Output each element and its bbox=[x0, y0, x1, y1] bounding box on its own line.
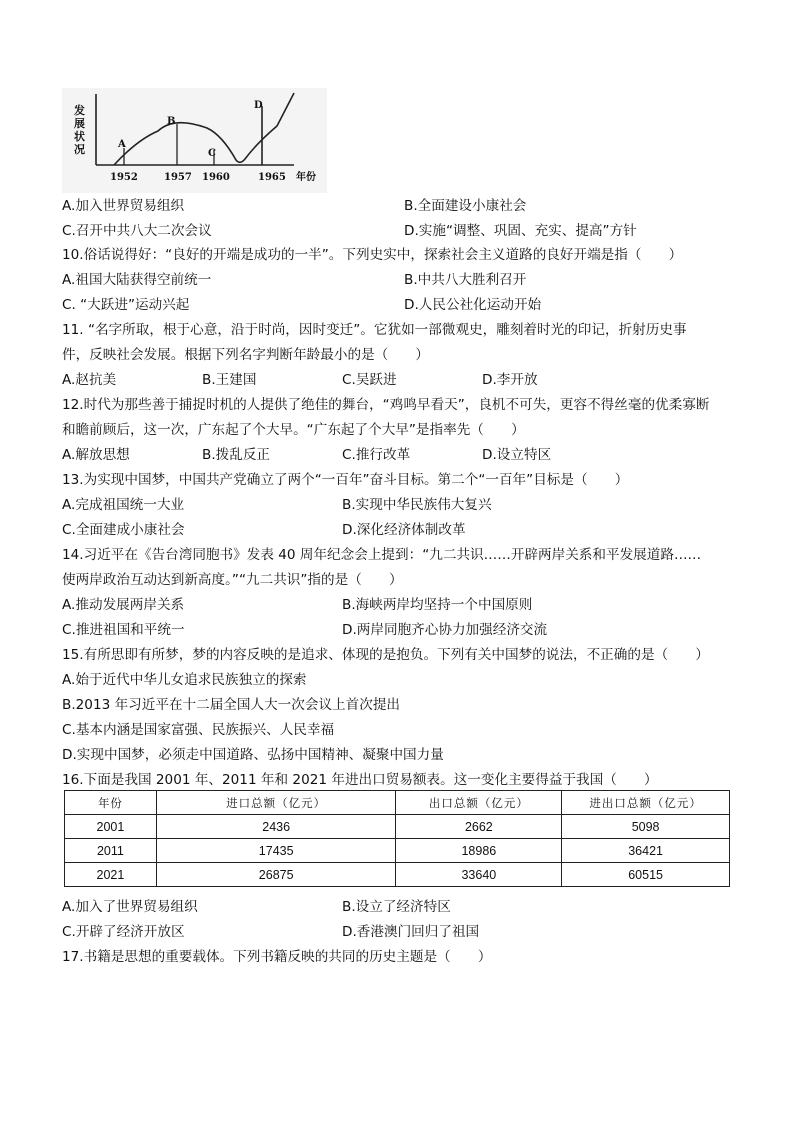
table-row bbox=[65, 815, 730, 839]
year-tick-1957: 1957 bbox=[164, 172, 192, 183]
cell-total: 36421 bbox=[562, 839, 730, 863]
q9-option-d[interactable]: D.实施“调整、巩固、充实、提高”方针 bbox=[404, 223, 637, 239]
q12-stem-line-1: 12.时代为那些善于捕捉时机的人提供了绝佳的舞台，“鸡鸣早看天”，良机不可失，更容不得丝毫的优柔寡断 bbox=[62, 397, 710, 413]
q13-option-b[interactable]: B.实现中华民族伟大复兴 bbox=[342, 497, 492, 513]
q9-option-c[interactable]: C.召开中共八大二次会议 bbox=[62, 223, 212, 239]
q13-option-d[interactable]: D.深化经济体制改革 bbox=[342, 522, 466, 538]
q10-option-c[interactable]: C. “大跃进”运动兴起 bbox=[62, 297, 190, 313]
q15-stem: 15.有所思即有所梦，梦的内容反映的是追求、体现的是抱负。下列有关中国梦的说法，不正确的是（ ） bbox=[62, 647, 709, 663]
q9-option-b[interactable]: B.全面建设小康社会 bbox=[404, 198, 527, 214]
cell-import: 2436 bbox=[156, 815, 396, 839]
q12-option-c[interactable]: C.推行改革 bbox=[342, 447, 411, 463]
q10-option-a[interactable]: A.祖国大陆获得空前统一 bbox=[62, 272, 212, 288]
year-tick-1952: 1952 bbox=[110, 172, 138, 183]
figure-background bbox=[62, 88, 327, 193]
cell-export: 18986 bbox=[396, 839, 562, 863]
q11-option-b[interactable]: B.王建国 bbox=[202, 372, 257, 388]
q16-options-row-2 bbox=[62, 923, 742, 941]
y-label-char-4: 况 bbox=[74, 143, 85, 156]
point-d-label: D bbox=[254, 100, 263, 111]
q17-stem: 17.书籍是思想的重要载体。下列书籍反映的共同的历史主题是（ ） bbox=[62, 949, 492, 965]
q10-option-d[interactable]: D.人民公社化运动开始 bbox=[404, 297, 542, 313]
point-a-label: A bbox=[118, 139, 126, 150]
q12-option-b[interactable]: B.拨乱反正 bbox=[202, 447, 271, 463]
q16-option-a[interactable]: A.加入了世界贸易组织 bbox=[62, 899, 198, 915]
q11-stem-line-1: 11. “名字所取，根于心意，沿于时尚，因时变迁”。它犹如一部微观史，雕刻着时光的印记，折射历史事 bbox=[62, 322, 687, 338]
q10-options-row-2 bbox=[62, 296, 742, 314]
q15-option-d[interactable]: D.实现中国梦，必须走中国道路、弘扬中国精神、凝聚中国力量 bbox=[62, 747, 444, 763]
q14-option-b[interactable]: B.海峡两岸均坚持一个中国原则 bbox=[342, 597, 533, 613]
q10-option-b[interactable]: B.中共八大胜利召开 bbox=[404, 272, 527, 288]
point-c-label: C bbox=[208, 148, 216, 159]
cell-import: 26875 bbox=[156, 863, 396, 887]
q11-option-c[interactable]: C.吴跃进 bbox=[342, 372, 397, 388]
q14-stem-line-2: 使两岸政治互动达到新高度。”“九二共识”指的是（ ） bbox=[62, 572, 403, 588]
q14-option-c[interactable]: C.推进祖国和平统一 bbox=[62, 622, 185, 638]
q12-option-d[interactable]: D.设立特区 bbox=[482, 447, 552, 463]
header-year: 年份 bbox=[65, 791, 157, 815]
table-row bbox=[65, 863, 730, 887]
q14-options-row-1 bbox=[62, 596, 742, 614]
q11-stem-line-2: 件，反映社会发展。根据下列名字判断年龄最小的是（ ） bbox=[62, 347, 430, 363]
q10-options-row-1 bbox=[62, 271, 742, 289]
q13-option-c[interactable]: C.全面建成小康社会 bbox=[62, 522, 185, 538]
q9-option-a[interactable]: A.加入世界贸易组织 bbox=[62, 198, 185, 214]
q15-option-c[interactable]: C.基本内涵是国家富强、民族振兴、人民幸福 bbox=[62, 722, 335, 738]
cell-import: 17435 bbox=[156, 839, 396, 863]
development-curve-figure bbox=[62, 88, 327, 193]
cell-total: 5098 bbox=[562, 815, 730, 839]
q13-options-row-1 bbox=[62, 496, 742, 514]
y-label-char-3: 状 bbox=[74, 130, 85, 143]
q16-stem: 16.下面是我国 2001 年、2011 年和 2021 年进出口贸易额表。这一变化主要得益于我国（ ） bbox=[62, 772, 658, 788]
year-tick-1965: 1965 bbox=[258, 172, 286, 183]
q13-options-row-2 bbox=[62, 521, 742, 539]
header-import: 进口总额（亿元） bbox=[156, 791, 396, 815]
cell-year: 2011 bbox=[65, 839, 157, 863]
y-label-char-2: 展 bbox=[74, 117, 85, 130]
q12-option-a[interactable]: A.解放思想 bbox=[62, 447, 130, 463]
q15-option-a[interactable]: A.始于近代中华儿女追求民族独立的探索 bbox=[62, 672, 307, 688]
table-row bbox=[65, 839, 730, 863]
point-b-label: B bbox=[167, 116, 176, 127]
q13-stem: 13.为实现中国梦，中国共产党确立了两个“一百年”奋斗目标。第二个“一百年”目标是（ ） bbox=[62, 472, 629, 488]
q14-options-row-2 bbox=[62, 621, 742, 639]
q16-option-b[interactable]: B.设立了经济特区 bbox=[342, 899, 451, 915]
trade-table bbox=[64, 790, 730, 887]
q14-stem-line-1: 14.习近平在《告台湾同胞书》发表 40 周年纪念会上提到：“九二共识……开辟两岸关系和平发展道路…… bbox=[62, 547, 702, 563]
cell-export: 33640 bbox=[396, 863, 562, 887]
year-tick-1960: 1960 bbox=[202, 172, 230, 183]
q16-option-d[interactable]: D.香港澳门回归了祖国 bbox=[342, 924, 480, 940]
q11-option-d[interactable]: D.李开放 bbox=[482, 372, 538, 388]
header-total: 进出口总额（亿元） bbox=[562, 791, 730, 815]
cell-year: 2021 bbox=[65, 863, 157, 887]
trade-table-header-row bbox=[65, 791, 730, 815]
header-export: 出口总额（亿元） bbox=[396, 791, 562, 815]
x-axis-label: 年份 bbox=[296, 172, 316, 183]
q11-option-a[interactable]: A.赵抗美 bbox=[62, 372, 117, 388]
q13-option-a[interactable]: A.完成祖国统一大业 bbox=[62, 497, 185, 513]
cell-export: 2662 bbox=[396, 815, 562, 839]
q16-option-c[interactable]: C.开辟了经济开放区 bbox=[62, 924, 185, 940]
q15-option-b[interactable]: B.2013 年习近平在十二届全国人大一次会议上首次提出 bbox=[62, 697, 401, 713]
q9-options-row-1 bbox=[62, 197, 742, 215]
cell-total: 60515 bbox=[562, 863, 730, 887]
cell-year: 2001 bbox=[65, 815, 157, 839]
development-curve-svg bbox=[62, 88, 327, 193]
y-label-char-1: 发 bbox=[74, 104, 85, 117]
q14-option-a[interactable]: A.推动发展两岸关系 bbox=[62, 597, 185, 613]
q12-options-row bbox=[62, 446, 742, 464]
q14-option-d[interactable]: D.两岸同胞齐心协力加强经济交流 bbox=[342, 622, 548, 638]
q12-stem-line-2: 和瞻前顾后，这一次，广东起了个大早。“广东起了个大早”是指率先（ ） bbox=[62, 422, 525, 438]
q11-options-row bbox=[62, 371, 742, 389]
q9-options-row-2 bbox=[62, 222, 742, 240]
q10-stem: 10.俗话说得好：“良好的开端是成功的一半”。下列史实中，探索社会主义道路的良好开端是指（ ） bbox=[62, 247, 683, 263]
q16-options-row-1 bbox=[62, 898, 742, 916]
